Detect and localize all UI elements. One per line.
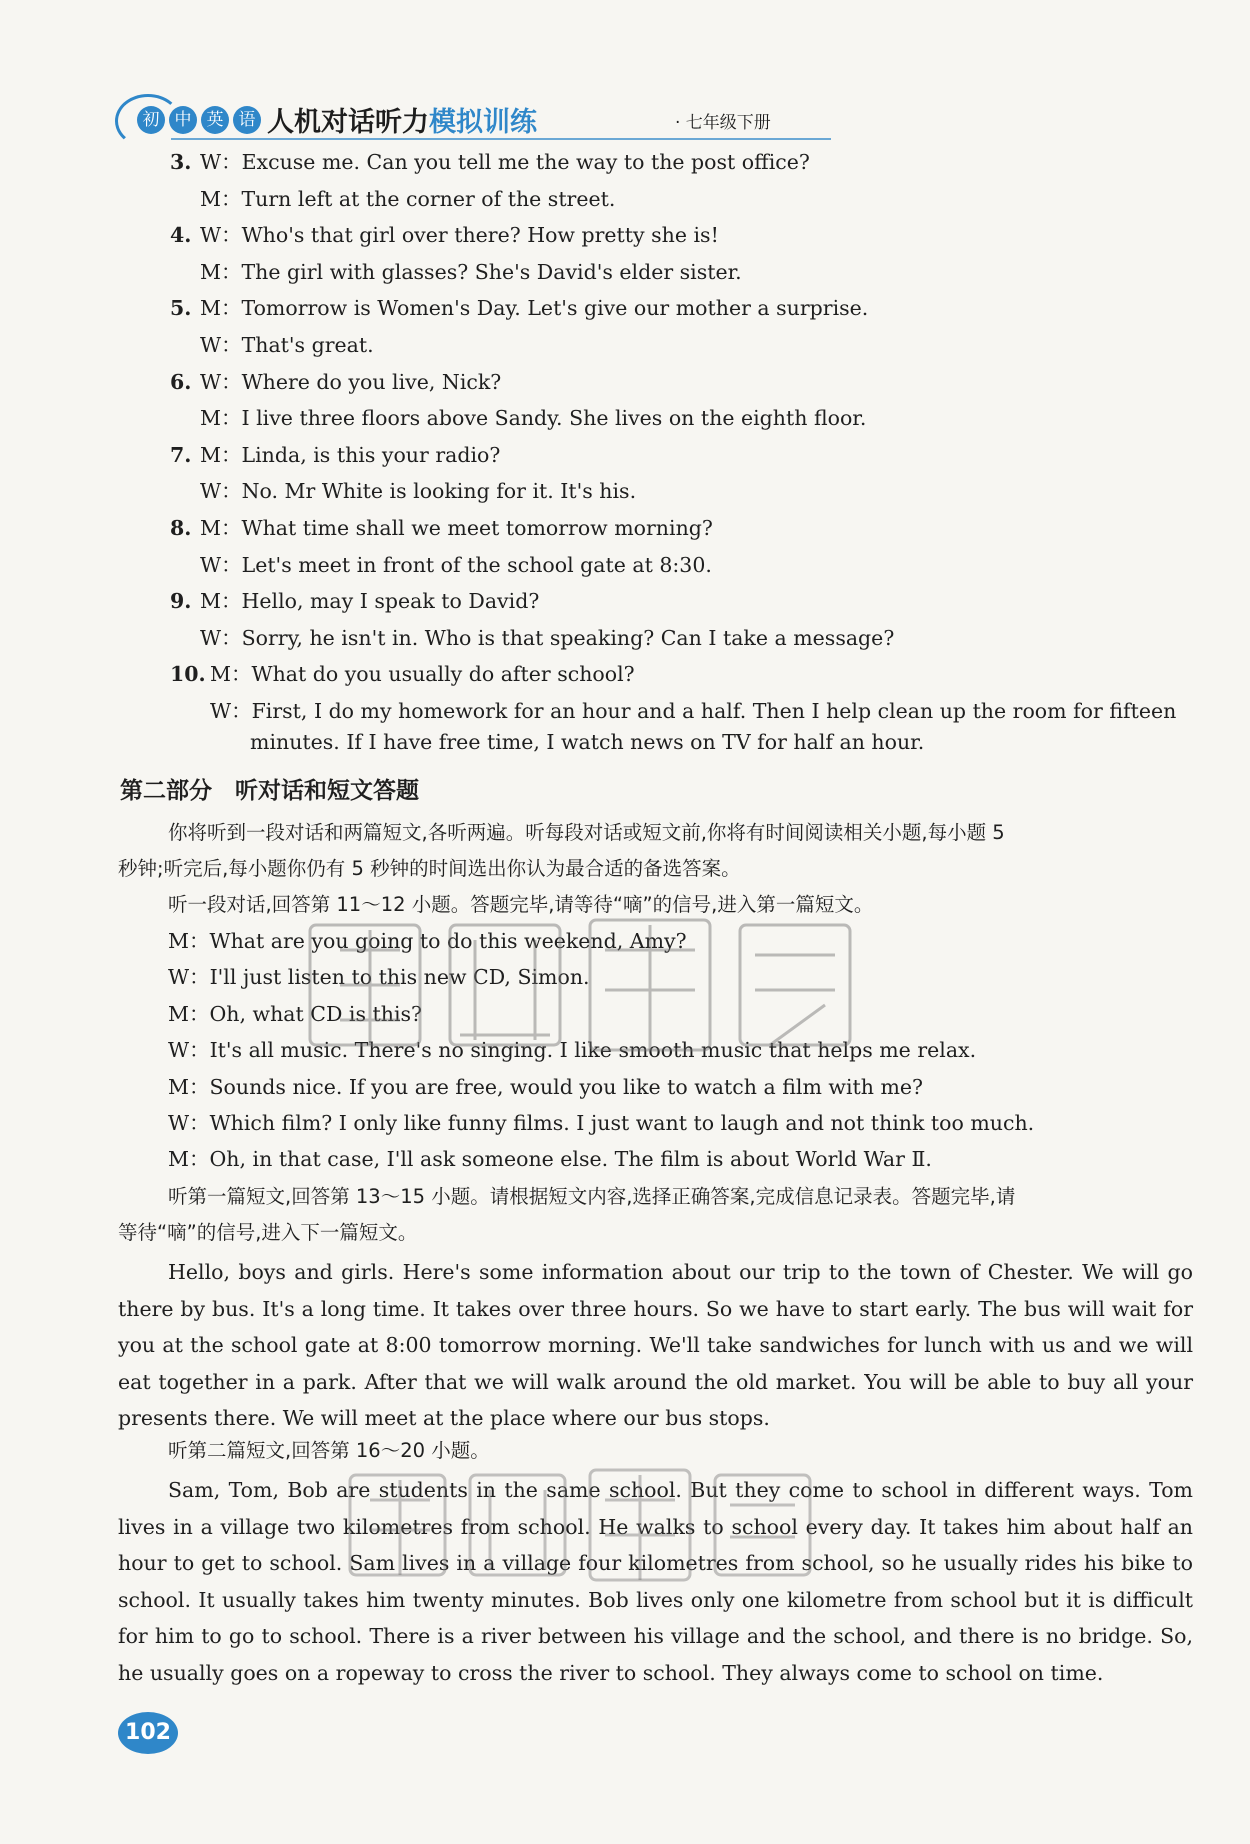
- dialogue-line: 5. M：Tomorrow is Women's Day. Let's give our mother a surprise.: [170, 293, 868, 323]
- utterance: Oh, in that case, I'll ask someone else. The film is about World War Ⅱ.: [209, 1147, 932, 1172]
- header-badge: 初: [137, 106, 165, 134]
- conversation-line: W：It's all music. There's no singing. I like smooth music that helps me relax.: [168, 1038, 977, 1063]
- book-title: 人机对话听力模拟训练: [267, 107, 537, 138]
- intro-line-2: 秒钟;听完后,每小题你仍有 5 秒钟的时间选出你认为最合适的备选答案。: [118, 857, 741, 880]
- utterance: What are you going to do this weekend, Amy?: [209, 929, 687, 953]
- conversation-line: M：Oh, in that case, I'll ask someone else. The film is about World War Ⅱ.: [168, 1147, 932, 1172]
- intro-line-1: 你将听到一段对话和两篇短文,各听两遍。听每段对话或短文前,你将有时间阅读相关小题,每小题 5: [168, 821, 1005, 844]
- question-number: 8.: [170, 516, 192, 540]
- page-header: [115, 88, 771, 140]
- dialogue-10-continuation: minutes. If I have free time, I watch news on TV for half an hour.: [250, 730, 925, 754]
- question-number: 7.: [170, 442, 192, 467]
- utterance: Linda, is this your radio?: [241, 442, 501, 467]
- utterance: What time shall we meet tomorrow morning?: [241, 516, 713, 540]
- dialogue-line: 9. M：Hello, may I speak to David?: [170, 586, 539, 616]
- utterance: First, I do my homework for an hour and a half. Then I help clean up the room for fifteen: [251, 699, 1177, 723]
- speaker: W: [168, 965, 190, 990]
- speaker: M: [200, 406, 221, 431]
- conversation-line: W：I'll just listen to this new CD, Simon.: [168, 965, 590, 990]
- utterance: That's great.: [241, 333, 374, 357]
- speaker: M: [168, 1074, 189, 1099]
- conversation-line: M：Oh, what CD is this?: [168, 1001, 423, 1026]
- dialogue-line: 6. W：Where do you live, Nick?: [170, 367, 501, 397]
- header-rule: [171, 138, 831, 140]
- speaker: W: [200, 552, 222, 577]
- speaker: W: [168, 1111, 190, 1135]
- utterance: It's all music. There's no singing. I like smooth music that helps me relax.: [209, 1038, 977, 1063]
- question-number: 3.: [170, 150, 192, 174]
- question-number: 6.: [170, 369, 192, 394]
- utterance: What do you usually do after school?: [251, 662, 635, 687]
- speaker: W: [200, 479, 222, 504]
- speaker: M: [210, 662, 231, 687]
- conversation-line: M：Sounds nice. If you are free, would you like to watch a film with me?: [168, 1074, 924, 1099]
- conversation-line: M：What are you going to do this weekend, Amy?: [168, 929, 687, 953]
- passage-1: Hello, boys and girls. Here's some information about our trip to the town of Chester. We will go there by bus. It's a long time. It takes over three hours. So we have to start early. The bus will wait for you at the school gate at 8:00 tomorrow morning. We'll take sandwiches for lunch with us and we will eat together in a park. After that we will walk around the old market. You will be able to buy all your presents there. We will meet at the place where our bus stops.: [118, 1260, 1193, 1430]
- dialogue-line: 4. W：Who's that girl over there? How pretty she is!: [170, 220, 719, 250]
- dialogue-line: 3. W：Excuse me. Can you tell me the way to the post office?: [170, 147, 810, 177]
- utterance: Sounds nice. If you are free, would you like to watch a film with me?: [209, 1074, 924, 1099]
- speaker: W: [200, 369, 222, 394]
- dialogue-line: W：First, I do my homework for an hour and a half. Then I help clean up the room for fifteen: [210, 699, 1177, 723]
- question-number: 10.: [170, 662, 206, 687]
- question-number: 9.: [170, 589, 192, 614]
- speaker: W: [200, 333, 222, 357]
- speaker: W: [168, 1038, 190, 1063]
- speaker: M: [200, 296, 221, 321]
- header-badge: 语: [233, 106, 261, 134]
- speaker: M: [168, 1147, 189, 1172]
- header-badge: 英: [201, 106, 229, 134]
- speaker: M: [168, 1001, 189, 1026]
- speaker: M: [200, 589, 221, 614]
- speaker: M: [168, 929, 189, 953]
- speaker: M: [200, 442, 221, 467]
- grade-label: · 七年级下册: [675, 113, 771, 133]
- dialogue-line: M：The girl with glasses? She's David's elder sister.: [200, 259, 742, 284]
- dialogue-line: W：Let's meet in front of the school gate at 8:30.: [200, 552, 712, 577]
- utterance: Let's meet in front of the school gate at 8:30.: [241, 552, 712, 577]
- utterance: No. Mr White is looking for it. It's his.: [241, 479, 637, 504]
- speaker: W: [200, 625, 222, 650]
- speaker: W: [200, 150, 222, 174]
- dialogue-line: 8. M：What time shall we meet tomorrow morning?: [170, 513, 713, 543]
- dialogue-line: 10. M：What do you usually do after school?: [170, 659, 635, 689]
- instruction-passage-1b: 等待“嘀”的信号,进入下一篇短文。: [118, 1221, 418, 1244]
- speaker: W: [210, 699, 232, 723]
- speaker: M: [200, 516, 221, 540]
- watermark-logo: [300, 910, 860, 1060]
- question-number: 4.: [170, 223, 192, 248]
- instruction-passage-1a: 听第一篇短文,回答第 13～15 小题。请根据短文内容,选择正确答案,完成信息记录表。答题完毕,请: [168, 1185, 1016, 1208]
- dialogue-line: M：I live three floors above Sandy. She lives on the eighth floor.: [200, 406, 867, 431]
- utterance: I live three floors above Sandy. She lives on the eighth floor.: [241, 406, 867, 431]
- dialogue-line: W：That's great.: [200, 333, 374, 357]
- section-title: 第二部分 听对话和短文答题: [120, 778, 419, 804]
- watermark-logo: [340, 1465, 820, 1585]
- dialogue-line: M：Turn left at the corner of the street.: [200, 186, 616, 211]
- instruction-conversation: 听一段对话,回答第 11～12 小题。答题完毕,请等待“嘀”的信号,进入第一篇短文。: [168, 893, 874, 916]
- utterance: Excuse me. Can you tell me the way to the post office?: [241, 150, 810, 174]
- dialogue-line: W：Sorry, he isn't in. Who is that speaking? Can I take a message?: [200, 625, 895, 650]
- dialogue-line: 7. M：Linda, is this your radio?: [170, 440, 500, 470]
- utterance: Oh, what CD is this?: [209, 1001, 423, 1026]
- utterance: Turn left at the corner of the street.: [241, 186, 616, 211]
- question-number: 5.: [170, 296, 192, 321]
- passage-2: Sam, Tom, Bob are students in the same school. But they come to school in different ways. Tom lives in a village two kilometres from school. He walks to school every day. It takes him about half an hour to get to school. Sam lives in a village four kilometres from school, so he usually rides his bike to school. It usually takes him twenty minutes. Bob lives only one kilometre from school but it is difficult for him to go to school. There is a river between his village and the school, and there is no bridge. So, he usually goes on a ropeway to cross the river to school. They always come to school on time.: [118, 1478, 1193, 1685]
- speaker: M: [200, 259, 221, 284]
- utterance: Who's that girl over there? How pretty she is!: [241, 223, 719, 248]
- utterance: Hello, may I speak to David?: [241, 589, 540, 614]
- speaker: M: [200, 186, 221, 211]
- dialogue-line: W：No. Mr White is looking for it. It's his.: [200, 479, 637, 504]
- conversation-line: W：Which film? I only like funny films. I just want to laugh and not think too much.: [168, 1111, 1035, 1135]
- utterance: The girl with glasses? She's David's elder sister.: [241, 259, 742, 284]
- utterance: I'll just listen to this new CD, Simon.: [209, 965, 590, 990]
- utterance: Which film? I only like funny films. I just want to laugh and not think too much.: [209, 1111, 1035, 1135]
- header-badge: 中: [169, 106, 197, 134]
- page-number: 102: [118, 1712, 178, 1754]
- utterance: Tomorrow is Women's Day. Let's give our mother a surprise.: [241, 296, 869, 321]
- speaker: W: [200, 223, 222, 248]
- instruction-passage-2: 听第二篇短文,回答第 16～20 小题。: [168, 1439, 490, 1462]
- utterance: Sorry, he isn't in. Who is that speaking? Can I take a message?: [241, 625, 895, 650]
- utterance: Where do you live, Nick?: [241, 369, 502, 394]
